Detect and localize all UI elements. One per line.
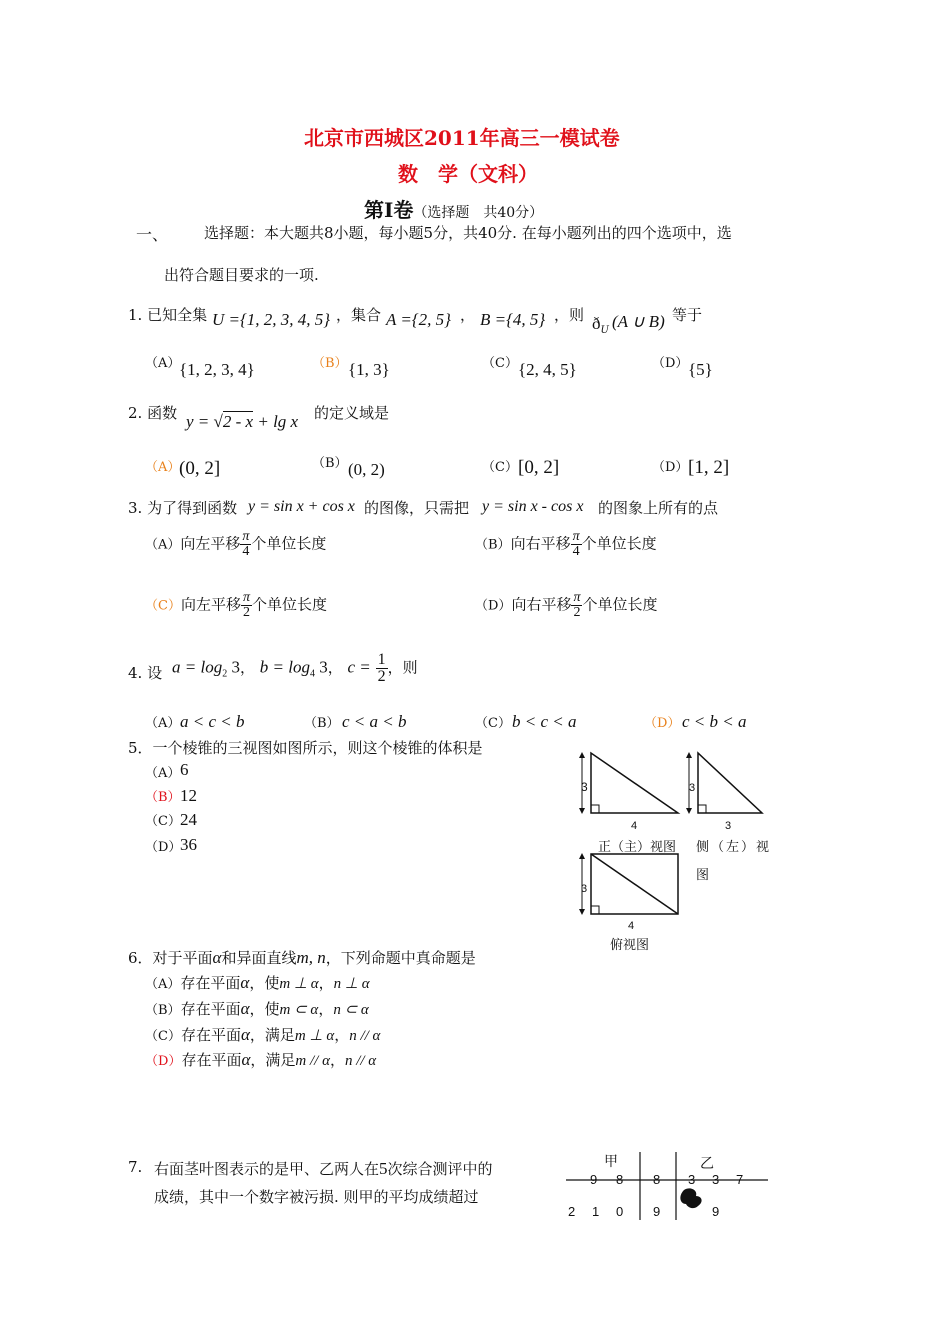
q1-option-c: {2, 4, 5} xyxy=(518,360,577,379)
front-view-label: 正（主）视图 xyxy=(598,840,677,855)
q6-alpha: α xyxy=(212,948,222,967)
q6-option-c-text: 存在平面 xyxy=(180,1026,241,1044)
q2-function xyxy=(186,412,298,432)
stem-leaf-head-left: 甲 xyxy=(604,1154,618,1170)
q6-option-b-alpha: α xyxy=(240,999,250,1018)
q6-option-b xyxy=(145,998,369,1019)
q5-option-b-label: （B） xyxy=(145,790,181,805)
q3-option-b xyxy=(475,530,657,559)
leaf-left-r2-2: 0 xyxy=(616,1204,624,1219)
q3-option-c-label: （C） xyxy=(145,598,181,614)
q3-option-b-text: 向右平移 xyxy=(510,534,571,553)
front-view-triangle xyxy=(591,753,678,813)
q3-option-a-label: （A） xyxy=(145,537,181,553)
q4-option-a-label: （A） xyxy=(145,716,181,731)
part-title: 第Ⅰ卷 xyxy=(364,198,414,222)
side-view-dim-3: 3 xyxy=(689,782,696,794)
section-instructions-2: 出符合题目要求的一项. xyxy=(164,266,319,284)
q6-option-a xyxy=(145,972,370,993)
q6-stem xyxy=(128,947,476,968)
q6-mn: m, n xyxy=(296,948,326,967)
q4-a-arg: 3 xyxy=(227,657,240,677)
q3-option-d-text: 向右平移 xyxy=(511,595,572,614)
q5-option-a: 6 xyxy=(180,760,189,779)
q2-option-b-label: （B） xyxy=(312,456,348,471)
q3-option-b-suffix: 个单位长度 xyxy=(581,534,657,553)
q3-option-c-suffix: 个单位长度 xyxy=(251,595,327,614)
q6-tail: ，下列命题中真命题是 xyxy=(325,949,476,967)
q1-tail: 等于 xyxy=(672,306,703,324)
q6-option-a-label: （A） xyxy=(145,977,181,992)
part-note: （选择题 共40分） xyxy=(413,205,544,221)
q4-option-c-label: （C） xyxy=(475,716,511,731)
q2-option-c: [0, 2] xyxy=(518,457,560,478)
q3-option-a-text: 向左平移 xyxy=(180,534,241,553)
q6-option-a-r2: n ⊥ α xyxy=(333,976,370,992)
q5-option-d: 36 xyxy=(180,835,197,854)
q3-option-b-frac xyxy=(571,530,582,559)
q1-set-b: B ={4, 5} xyxy=(480,310,546,329)
q5-text: 5．一个棱锥的三视图如图所示，则这个棱锥的体积是 xyxy=(128,739,483,757)
arrow-head-down xyxy=(579,909,585,915)
arrow-head-down xyxy=(579,808,585,814)
q6-option-c-r2: n // α xyxy=(349,1028,381,1044)
side-view-label-2: 图 xyxy=(696,868,710,883)
q4-text: 4. 设 xyxy=(128,664,163,682)
q1-option-d: {5} xyxy=(688,360,713,379)
frac-num: π xyxy=(242,590,250,605)
frac-den: 2 xyxy=(573,605,581,620)
q4-option-a: a < c < b xyxy=(180,712,245,731)
top-view-dim-3: 3 xyxy=(581,883,588,895)
q6-option-b-label: （B） xyxy=(145,1003,181,1018)
q1-option-a: {1, 2, 3, 4} xyxy=(179,360,255,379)
frac-den: 2 xyxy=(377,668,386,685)
frac-num: π xyxy=(572,529,580,544)
q3-option-a xyxy=(145,530,326,559)
q7-line-2: 成绩，其中一个数字被污损. 则甲的平均成绩超过 xyxy=(154,1188,479,1206)
q2-func-sqrt: 2 - x xyxy=(222,412,254,431)
side-view-dim-3-bottom: 3 xyxy=(725,820,732,832)
q1-option-b-label: （B） xyxy=(312,356,348,371)
q6-option-a-verb: ，使 xyxy=(249,974,280,992)
q7-line-1a: 右面茎叶图表示的是甲、乙两人在 xyxy=(154,1160,380,1178)
subject-title: 数 学（文科） xyxy=(398,162,538,186)
q1-text: 1. 已知全集 xyxy=(128,306,208,324)
q3-option-d-frac xyxy=(571,591,582,620)
front-view-dim-3: 3 xyxy=(581,780,588,794)
side-view-triangle xyxy=(698,753,762,813)
q3-option-a-frac xyxy=(240,530,251,559)
top-view-dim-4: 4 xyxy=(628,920,635,932)
q4-c: c = xyxy=(347,657,371,677)
q4-option-c: b < c < a xyxy=(512,712,577,731)
q3-text: 3. 为了得到函数 xyxy=(128,499,238,517)
q2-option-a-label: （A） xyxy=(145,460,181,475)
q6-option-d-r1: m // α xyxy=(295,1053,330,1069)
q4-sep-1: ， xyxy=(239,658,255,677)
q1-option-a-label: （A） xyxy=(145,356,181,371)
q4-c-frac xyxy=(376,652,388,685)
q6-option-a-text: 存在平面 xyxy=(180,974,241,992)
q2-option-a: (0, 2] xyxy=(179,458,221,479)
q2-option-c-label: （C） xyxy=(482,460,518,475)
q3-option-d-suffix: 个单位长度 xyxy=(582,595,658,614)
q3-option-c xyxy=(145,591,327,620)
q4-a: a = log xyxy=(172,657,223,677)
q1-mid: ，集合 xyxy=(336,306,382,324)
q5-option-d-label: （D） xyxy=(145,840,182,855)
q5-option-c-label: （C） xyxy=(145,814,181,829)
q4-b-arg: 3 xyxy=(314,657,328,677)
q3-f2: y = sin x - cos x xyxy=(482,498,584,515)
q6-option-a-sep: ， xyxy=(318,974,334,992)
q6-option-d-verb: ，满足 xyxy=(250,1051,296,1069)
smudged-digit-blot xyxy=(680,1188,701,1208)
q6-option-c-sep: ， xyxy=(334,1026,350,1044)
q2-option-b: (0, 2) xyxy=(348,460,385,479)
arrow-head-down xyxy=(686,808,692,814)
q6-option-b-r1: m ⊂ α xyxy=(279,1002,319,1018)
frac-num: π xyxy=(242,529,250,544)
q2-option-d: [1, 2] xyxy=(688,457,730,478)
front-view-right-angle xyxy=(591,805,599,813)
complement-sub: U xyxy=(600,325,609,336)
q5-option-a-label: （A） xyxy=(145,766,181,781)
q6-option-d-alpha: α xyxy=(241,1050,251,1069)
leaf-left-r1-1: 8 xyxy=(616,1172,624,1187)
q1-option-b: {1, 3} xyxy=(348,360,390,379)
q6-option-c-verb: ，满足 xyxy=(249,1026,295,1044)
part-heading xyxy=(364,194,543,223)
q6-option-d-r2: n // α xyxy=(344,1053,377,1069)
q6-option-d-label: （D） xyxy=(145,1054,182,1069)
q6-option-b-text: 存在平面 xyxy=(180,1000,241,1018)
top-view-diagonal xyxy=(591,854,678,914)
q3-option-a-suffix: 个单位长度 xyxy=(251,534,327,553)
q1-option-d-label: （D） xyxy=(652,356,689,371)
q1-set-u: U ={1, 2, 3, 4, 5} xyxy=(212,310,331,329)
q4-option-d: c < b < a xyxy=(682,712,747,731)
q4-a-base: 2 xyxy=(222,668,228,680)
q4-option-d-label: （D） xyxy=(644,716,681,731)
frac-num: 1 xyxy=(377,651,386,668)
complement-symbol: ð xyxy=(592,314,601,333)
top-view-right-angle xyxy=(591,906,599,914)
exam-title: 北京市西城区2011年高三一模试卷 xyxy=(304,126,620,150)
front-view-dim-4: 4 xyxy=(631,820,638,832)
leaf-right-r1-2: 7 xyxy=(736,1172,744,1187)
q2-option-d-label: （D） xyxy=(652,460,689,475)
q4-tail: ，则 xyxy=(387,658,418,677)
leaf-left-r1-0: 9 xyxy=(590,1172,598,1187)
q6-option-c-label: （C） xyxy=(145,1029,181,1044)
section-instructions-1: 选择题：本大题共8小题，每小题5分，共40分. 在每小题列出的四个选项中，选 xyxy=(204,224,732,242)
leaf-left-r2-0: 2 xyxy=(568,1204,576,1219)
q2-func-rest: + lg x xyxy=(257,412,299,431)
q7-line-1 xyxy=(154,1158,493,1179)
frac-den: 4 xyxy=(242,544,250,559)
frac-den: 4 xyxy=(572,544,580,559)
q3-option-b-label: （B） xyxy=(475,537,511,553)
leaf-right-r1-1: 3 xyxy=(712,1172,720,1187)
q4-b-base: 4 xyxy=(309,668,315,680)
top-view-label: 俯视图 xyxy=(610,938,650,953)
arrow-head-up xyxy=(579,752,585,758)
q6-option-a-r1: m ⊥ α xyxy=(279,976,319,992)
q7-five: 5 xyxy=(379,1159,388,1178)
section-number: 一、 xyxy=(136,225,169,244)
q4-expr xyxy=(172,652,418,685)
q6-option-d-text: 存在平面 xyxy=(181,1051,242,1069)
side-view-label-1: 侧（左）视 xyxy=(696,840,772,855)
q1-then: ，则 xyxy=(554,306,585,324)
q6-option-d-sep: ， xyxy=(329,1051,345,1069)
q6-option-c xyxy=(145,1024,380,1045)
arrow-head-up xyxy=(579,853,585,859)
q2-tail: 的定义域是 xyxy=(314,404,390,422)
q6-option-b-r2: n ⊂ α xyxy=(333,1002,369,1018)
question-1 xyxy=(128,304,207,325)
side-view-right-angle xyxy=(698,805,706,813)
q2-text: 2. 函数 xyxy=(128,404,178,422)
frac-num: π xyxy=(573,590,581,605)
stem-leaf-head-right: 乙 xyxy=(700,1156,714,1172)
q3-option-c-text: 向左平移 xyxy=(180,595,241,614)
q4-sep-2: ， xyxy=(327,658,343,677)
q7-line-1b: 次综合测评中的 xyxy=(387,1160,493,1178)
leaf-right-r1-0: 3 xyxy=(688,1172,696,1187)
q3-mid: 的图像，只需把 xyxy=(364,499,470,517)
stem-r1: 8 xyxy=(653,1172,661,1187)
q3-option-c-frac xyxy=(241,591,252,620)
sqrt-symbol: √ xyxy=(213,412,223,431)
q6-option-a-alpha: α xyxy=(240,973,250,992)
q6-option-c-r1: m ⊥ α xyxy=(294,1028,335,1044)
leaf-right-r2-0: 9 xyxy=(712,1204,720,1219)
q6-option-b-sep: ， xyxy=(318,1000,334,1018)
q1-option-c-label: （C） xyxy=(482,356,518,371)
q6-option-b-verb: ，使 xyxy=(249,1000,280,1018)
leaf-left-r2-1: 1 xyxy=(592,1204,600,1219)
q5-option-b: 12 xyxy=(180,786,197,805)
q6-mid: 和异面直线 xyxy=(221,949,297,967)
q3-f1: y = sin x + cos x xyxy=(248,498,355,515)
q5-option-c: 24 xyxy=(180,810,197,829)
q1-sep: ， xyxy=(460,306,476,324)
q1-expr: (A ∪ B) xyxy=(612,312,665,331)
stem-leaf-plot xyxy=(560,1146,780,1226)
q3-option-d-label: （D） xyxy=(475,598,512,614)
q6-option-d xyxy=(145,1049,376,1070)
q4-b: b = log xyxy=(259,657,310,677)
q3-option-d xyxy=(475,591,657,620)
q6-option-c-alpha: α xyxy=(240,1025,250,1044)
q6-text: 6．对于平面 xyxy=(128,949,213,967)
q2-func-lhs: y = xyxy=(186,412,210,431)
arrow-head-up xyxy=(686,752,692,758)
q3-tail: 的图象上所有的点 xyxy=(598,499,719,517)
frac-den: 2 xyxy=(242,605,250,620)
q7-num: 7. xyxy=(128,1158,143,1176)
q4-option-b-label: （B） xyxy=(304,716,340,731)
q1-complement xyxy=(592,314,609,336)
q4-option-b: c < a < b xyxy=(342,712,407,731)
stem-r2: 9 xyxy=(653,1204,661,1219)
q1-set-a: A ={2, 5} xyxy=(386,310,451,329)
